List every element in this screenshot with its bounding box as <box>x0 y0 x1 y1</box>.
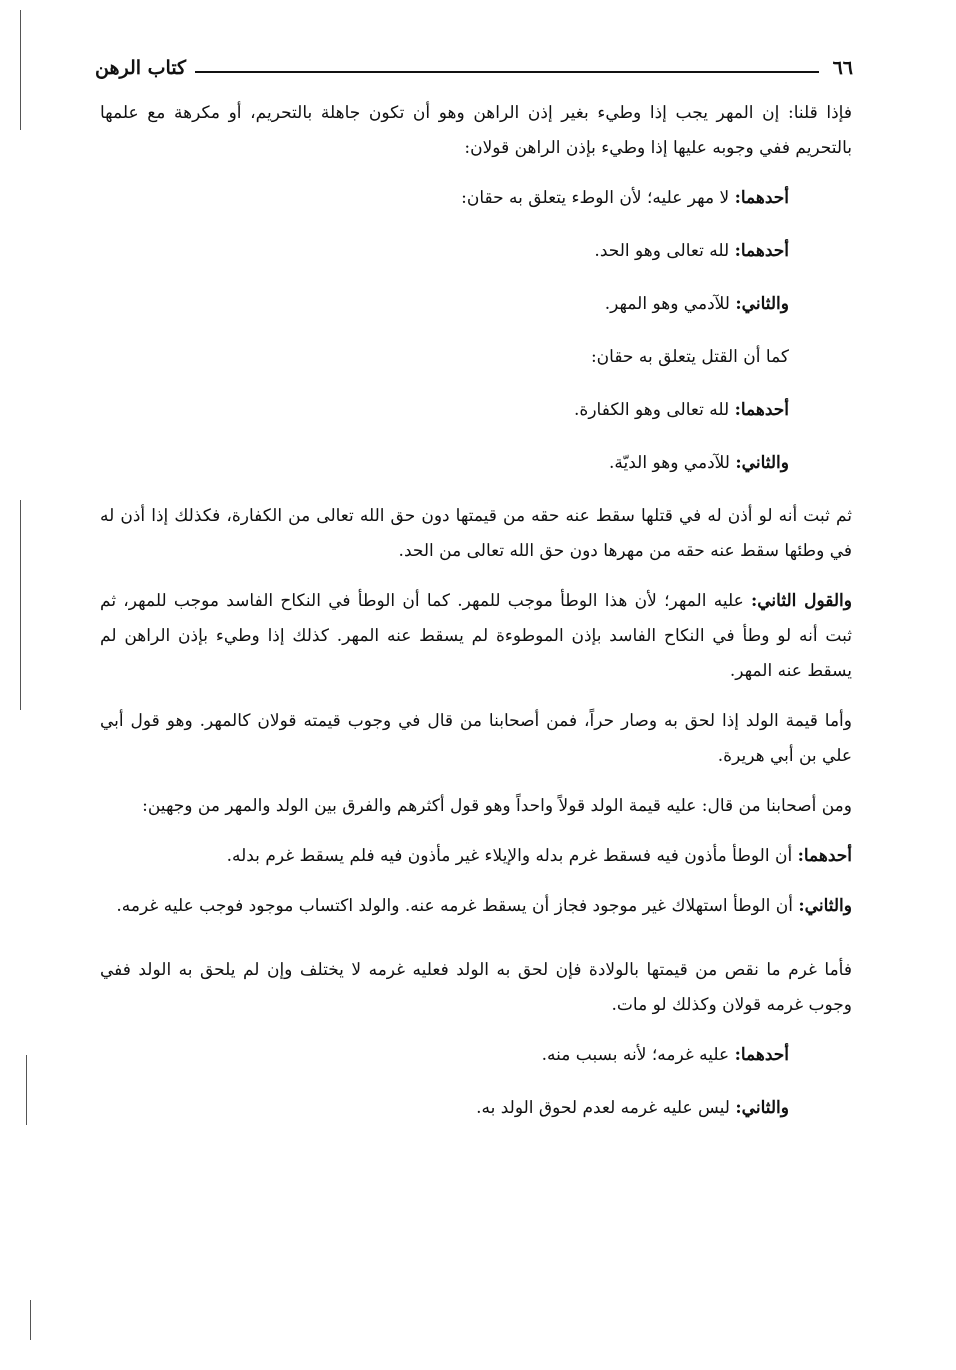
item-text: للآدمي وهو المهر. <box>604 294 730 314</box>
item-text: للآدمي وهو الديّة. <box>608 453 730 473</box>
item-term: والثاني: <box>735 1098 789 1118</box>
paragraph: فأما غرم ما نقص من قيمتها بالولادة فإن لحق به الولد فعليه غرمه لا يختلف وإن لم يلحق به الولد ففي وجوب غرمه قولان وكذلك لو مات. <box>100 960 852 1015</box>
item-term: أحدهما: <box>734 1045 789 1065</box>
list-item <box>100 393 852 428</box>
page-number: ٦٦ <box>832 57 853 79</box>
paragraph <box>100 584 852 689</box>
paragraph-term: والقول الثاني: <box>750 591 852 611</box>
scan-margin-line <box>30 1300 31 1340</box>
paragraph-term: أحدهما: <box>797 846 852 866</box>
paragraph-text: عليه المهر؛ لأن هذا الوطأ موجب للمهر. كما أن الوطأ في النكاح الفاسد موجب للمهر، ثم ثبت أنه لو وطأ في النكاح الفاسد بإذن الموطوءة لم يسقط عنه المهر. كذلك إذا وطيء بإذن الراهن لم يسقط عنه المهر. <box>100 591 852 681</box>
paragraph-text: أن الوطأ مأذون فيه فسقط غرم بدله والإيلاء غير مأذون فيه فلم يسقط غرم بدله. <box>226 846 793 866</box>
scan-margin-line <box>26 1055 27 1125</box>
paragraph <box>100 889 852 924</box>
item-term: والثاني: <box>735 453 789 473</box>
scan-margin-line <box>20 10 21 130</box>
item-term: أحدهما: <box>734 188 789 208</box>
item-text: لله تعالى وهو الحد. <box>594 241 730 261</box>
paragraph: فإذا قلنا: إن المهر يجب إذا وطيء بغير إذن الراهن وهو أن تكون جاهلة بالتحريم، أو مكرهة مع علمها بالتحريم ففي وجوبه عليها إذا وطيء بإذن الراهن قولان: <box>100 103 852 158</box>
list-item <box>100 1038 852 1073</box>
list-item <box>100 340 852 375</box>
item-text: كما أن القتل يتعلق به حقان: <box>590 347 789 367</box>
item-text: ليس عليه غرمه لعدم لحوق الولد به. <box>476 1098 730 1118</box>
scan-margin-line <box>20 500 21 710</box>
item-term: أحدهما: <box>734 400 789 420</box>
list-item <box>100 234 852 269</box>
list-item <box>100 446 852 481</box>
paragraph-term: والثاني: <box>798 896 852 916</box>
main-text <box>100 96 852 1144</box>
item-term: والثاني: <box>735 294 789 314</box>
item-term: أحدهما: <box>734 241 789 261</box>
list-item <box>100 181 852 216</box>
paragraph-text: أن الوطأ استهلاك غير موجود فجاز أن يسقط غرمه عنه. والولد اكتساب موجود فوجب عليه غرمه. <box>116 896 793 916</box>
list-item <box>100 1091 852 1126</box>
page-header <box>95 55 853 87</box>
item-text: لا مهر عليه؛ لأن الوطء يتعلق به حقان: <box>461 188 730 208</box>
item-text: عليه غرمه؛ لأنه بسبب منه. <box>541 1045 730 1065</box>
spacer <box>100 939 852 953</box>
paragraph: ومن أصحابنا من قال: عليه قيمة الولد قولاً واحداً وهو قول أكثرهم والفرق بين الولد والمهر من وجهين: <box>142 796 852 816</box>
list-item <box>100 287 852 322</box>
item-text: لله تعالى وهو الكفارة. <box>574 400 730 420</box>
paragraph <box>100 839 852 874</box>
paragraph: ثم ثبت أنه لو أذن له في قتلها سقط عنه حقه من قيمتها دون حق الله تعالى من الكفارة، فكذلك إذا أذن له في وطئها سقط عنه حقه من مهرها دون حق الله تعالى من الحد. <box>100 506 852 561</box>
running-title: كتاب الرهن <box>95 57 187 79</box>
header-rule <box>195 71 819 73</box>
paragraph: وأما قيمة الولد إذا لحق به وصار حراً، فمن أصحابنا من قال في وجوب قيمته قولان كالمهر. وهو قول أبي علي بن أبي هريرة. <box>100 711 852 766</box>
